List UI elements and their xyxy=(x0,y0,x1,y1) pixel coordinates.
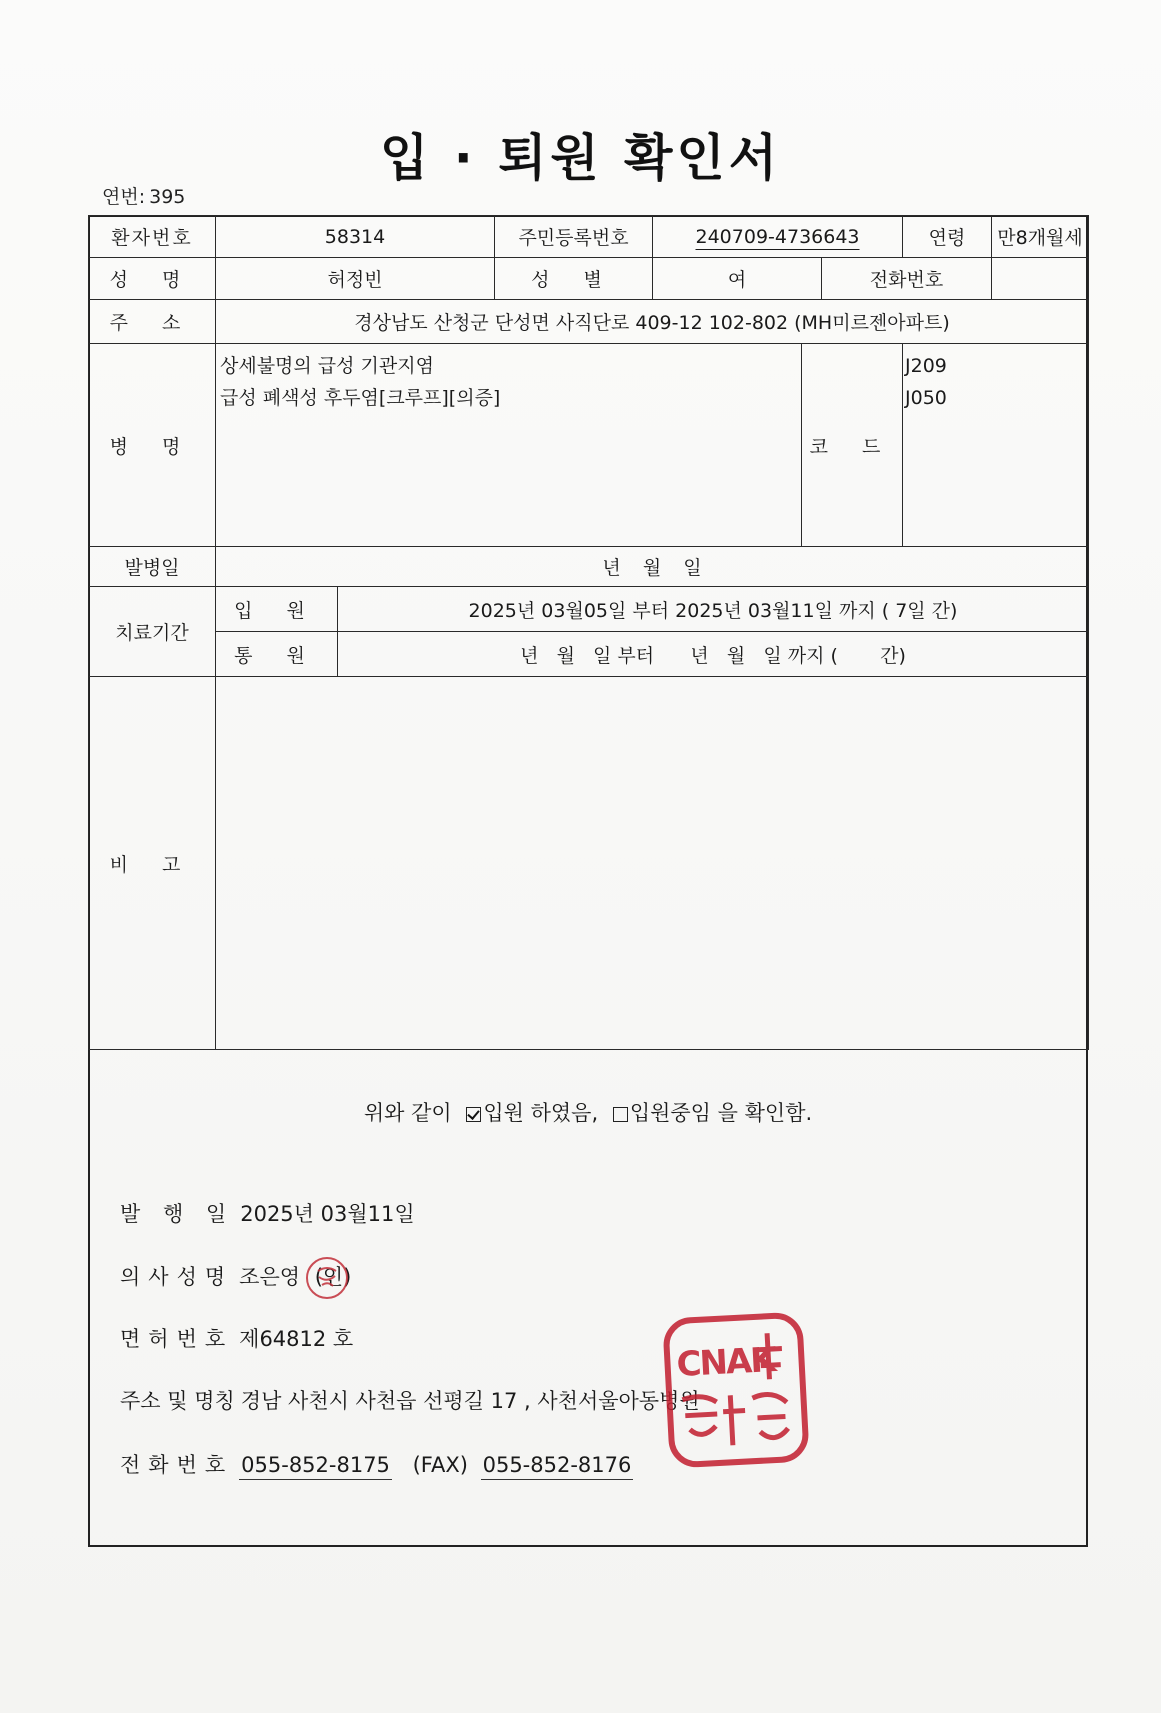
diagnosis-line: 상세불명의 급성 기관지염 xyxy=(220,355,434,377)
hospital-address-label: 주소 및 명칭 xyxy=(120,1389,235,1413)
phone-label: 전화번호 xyxy=(822,258,992,300)
code-item: J050 xyxy=(905,387,947,409)
patient-id-label: 환자번호 xyxy=(89,216,216,258)
diagnosis-line: 급성 폐색성 후두염[크루프][의증] xyxy=(220,387,501,409)
hospital-address-value: 경남 사천시 사천읍 선평길 17 , 사천서울아동병원 xyxy=(240,1389,700,1413)
treatment-label: 치료기간 xyxy=(89,587,216,677)
name-label: 성 명 xyxy=(89,258,216,300)
outpatient-value: 년 월 일 부터 년 월 일 까지 ( 간) xyxy=(338,632,1089,677)
issue-date-line xyxy=(120,1198,415,1228)
doctor-seal-icon xyxy=(310,1259,344,1293)
remarks-label: 비 고 xyxy=(89,677,216,1050)
seal-lettering: CNAK xyxy=(675,1339,776,1386)
seal-mark: (인) xyxy=(314,1265,352,1289)
doctor-label: 의사성명 xyxy=(120,1265,234,1289)
age-value: 만8개월세 xyxy=(992,216,1089,258)
name-value: 허정빈 xyxy=(216,258,495,300)
doctor-name: 조은영 xyxy=(239,1265,301,1289)
admitted-checkbox[interactable] xyxy=(466,1107,481,1122)
row-patient-id xyxy=(89,216,1089,258)
onset-label: 발병일 xyxy=(89,547,216,587)
license-label: 면허번호 xyxy=(120,1327,234,1351)
sex-value: 여 xyxy=(653,258,822,300)
remarks-value xyxy=(216,677,1089,1050)
address-label: 주 소 xyxy=(89,300,216,344)
inpatient-label: 입 원 xyxy=(216,587,338,632)
issue-date-value: 2025년 03월11일 xyxy=(240,1202,415,1226)
patient-id-value: 58314 xyxy=(216,216,495,258)
code-list xyxy=(903,344,1089,547)
address-value: 경상남도 산청군 단성면 사직단로 409-12 102-802 (MH미르젠아파트) xyxy=(216,300,1089,344)
row-onset xyxy=(89,547,1089,587)
onset-value: 년 월 일 xyxy=(216,547,1089,587)
row-name xyxy=(89,258,1089,300)
serial-label: 연번: xyxy=(102,186,146,208)
doctor-seal-stamp xyxy=(306,1257,348,1299)
phone-label: 전화번호 xyxy=(120,1453,234,1477)
hospital-address-line xyxy=(120,1385,700,1415)
form-table xyxy=(88,215,1089,1050)
admitted-option: 입원 하였음, xyxy=(483,1101,599,1125)
code-item: J209 xyxy=(905,355,947,377)
serial-value: 395 xyxy=(149,186,186,208)
contact-line xyxy=(120,1449,633,1479)
diagnosis-list xyxy=(216,344,802,547)
confirmation-section xyxy=(88,1055,1088,1547)
issue-date-label: 발 행 일 xyxy=(120,1202,235,1226)
rrn-label: 주민등록번호 xyxy=(495,216,653,258)
confirmation-statement xyxy=(88,1097,1088,1127)
hospital-seal-icon xyxy=(668,1318,803,1463)
row-outpatient xyxy=(89,632,1089,677)
rrn-value: 240709-4736643 xyxy=(653,216,903,258)
serial-number xyxy=(98,182,185,209)
confirm-prefix: 위와 같이 xyxy=(363,1101,452,1125)
inpatient-option: 입원중임 xyxy=(629,1101,711,1125)
phone-value: 055-852-8175 xyxy=(239,1453,392,1480)
row-inpatient xyxy=(89,587,1089,632)
age-label: 연령 xyxy=(903,216,992,258)
code-label: 코 드 xyxy=(802,344,903,547)
row-diagnosis xyxy=(89,344,1089,547)
fax-label: (FAX) xyxy=(412,1453,468,1477)
row-address xyxy=(89,300,1089,344)
outpatient-label: 통 원 xyxy=(216,632,338,677)
diagnosis-label: 병 명 xyxy=(89,344,216,547)
row-remarks xyxy=(89,677,1089,1050)
confirm-suffix: 을 확인함. xyxy=(717,1101,813,1125)
document-title: 입 · 퇴원 확인서 xyxy=(379,129,781,187)
license-line xyxy=(120,1323,353,1353)
license-value: 제64812 호 xyxy=(239,1327,354,1351)
inpatient-value: 2025년 03월05일 부터 2025년 03월11일 까지 ( 7일 간) xyxy=(338,587,1089,632)
hospital-seal xyxy=(662,1311,810,1468)
phone-value xyxy=(992,258,1089,300)
fax-value: 055-852-8176 xyxy=(481,1453,634,1480)
inpatient-checkbox[interactable] xyxy=(613,1107,628,1122)
sex-label: 성 별 xyxy=(495,258,653,300)
